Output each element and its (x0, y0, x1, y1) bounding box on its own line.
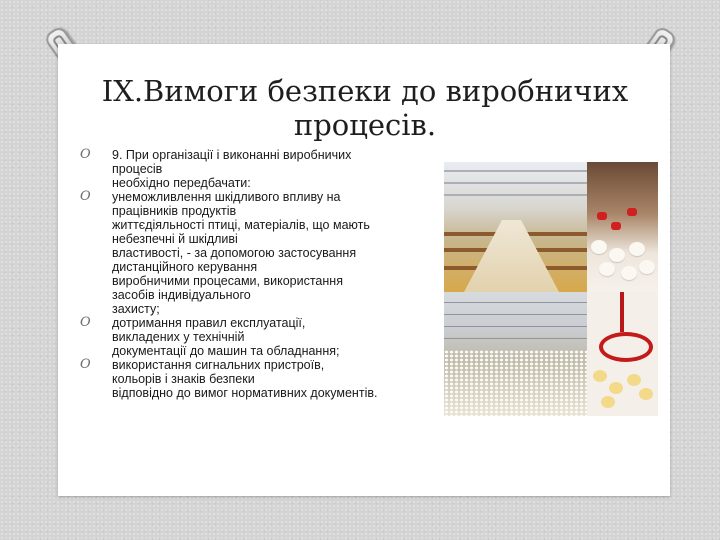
bullet-text: 9. При організації і виконанні виробничих процесів необхідно передбачати: (112, 148, 352, 190)
bullet-text: використання сигнальних пристроїв, кольорів і знаків безпеки відповідно до вимог нормативних документів. (112, 358, 378, 400)
list-item (80, 189, 434, 316)
bullet-marker: O (80, 315, 91, 330)
bullet-marker: O (80, 147, 91, 162)
red-feeder-with-chicks-photo (587, 292, 658, 416)
hens-at-red-feeders-photo (587, 162, 658, 292)
bullet-list (80, 147, 434, 400)
broiler-flock-hall-photo (444, 292, 587, 416)
photo-collage (444, 162, 658, 416)
slide-title: IX.Вимоги безпеки до виробничих процесів. (101, 74, 629, 142)
list-item (80, 315, 434, 358)
list-item (80, 357, 434, 400)
bullet-marker: O (80, 189, 91, 204)
bullet-text: унеможливлення шкідливого впливу на працівників продуктів життєдіяльності птиці, матеріалів, що мають небезпечні й шкідливі властивості, - за допомогою застосування дистанційного керування виробничими процесами, використання засобів індивідуального захисту; (112, 190, 370, 316)
bullet-text: дотримання правил експлуатації, викладених у технічній документації до машин та обладнання; (112, 316, 340, 358)
bullet-marker: O (80, 357, 91, 372)
list-item (80, 147, 434, 190)
poultry-house-interior-photo (444, 162, 587, 292)
